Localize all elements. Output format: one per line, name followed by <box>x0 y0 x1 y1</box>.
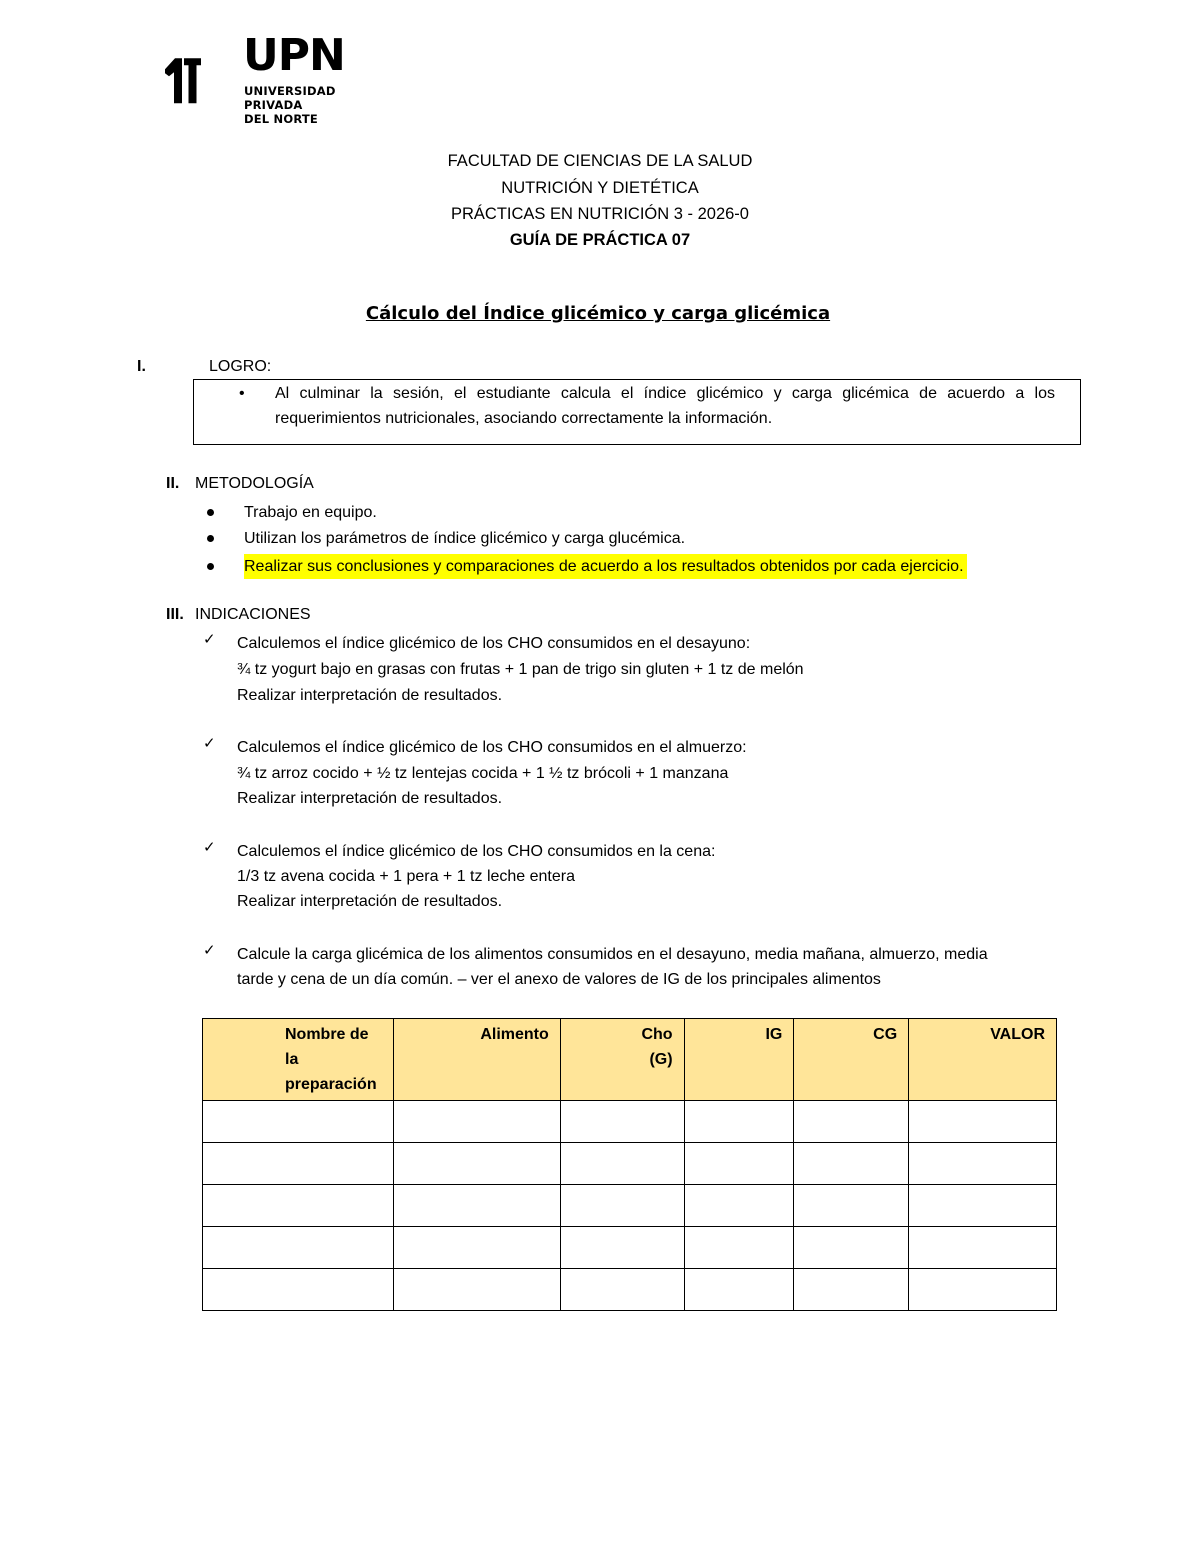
table-header-row <box>203 1019 1057 1101</box>
header-ig-label: IG <box>765 1026 783 1043</box>
table-row <box>203 1101 1057 1143</box>
course-line: PRÁCTICAS EN NUTRICIÓN 3 - 2026-0 <box>451 205 749 223</box>
check-icon: ✓ <box>203 630 216 648</box>
table-cell[interactable] <box>684 1101 794 1143</box>
desayuno-instruction: Calculemos el índice glicémico de los CHO consumidos en el desayuno: <box>237 635 751 652</box>
table-cell[interactable] <box>394 1143 561 1185</box>
table-cell[interactable] <box>794 1227 909 1269</box>
table-row <box>203 1227 1057 1269</box>
table-cell[interactable] <box>684 1269 794 1311</box>
header-preparacion-word: preparación <box>285 1076 377 1093</box>
table-cell[interactable] <box>560 1101 684 1143</box>
table-cell[interactable] <box>203 1185 394 1227</box>
desayuno-interpretation: Realizar interpretación de resultados. <box>237 687 503 704</box>
table-cell[interactable] <box>203 1269 394 1311</box>
cena-interpretation: Realizar interpretación de resultados. <box>237 893 503 910</box>
header-alimento-label: Alimento <box>480 1026 549 1043</box>
section-3-number: III. <box>166 606 184 623</box>
table-cell[interactable] <box>684 1143 794 1185</box>
section-2-heading: METODOLOGÍA <box>195 475 314 492</box>
header-cho-unit: (G) <box>649 1051 673 1068</box>
almuerzo-instruction: Calculemos el índice glicémico de los CHO consumidos en el almuerzo: <box>237 739 747 756</box>
header-valor <box>909 1019 1057 1101</box>
table-cell[interactable] <box>794 1269 909 1311</box>
table-cell[interactable] <box>394 1269 561 1311</box>
table-cell[interactable] <box>909 1143 1057 1185</box>
section-2-number: II. <box>166 475 180 492</box>
metodologia-item-2: Utilizan los parámetros de índice glicémico y carga glucémica. <box>244 530 686 547</box>
metodologia-item-1: Trabajo en equipo. <box>244 504 377 521</box>
table-cell[interactable] <box>560 1143 684 1185</box>
logro-text-line-1: Al culminar la sesión, el estudiante calcula el índice glicémico y carga glicémica de acuerdo a los <box>275 385 1055 402</box>
table-cell[interactable] <box>203 1143 394 1185</box>
check-icon: ✓ <box>203 734 216 752</box>
header-la-word: la <box>285 1051 299 1068</box>
section-3-heading: INDICACIONES <box>195 606 311 623</box>
table-cell[interactable] <box>560 1227 684 1269</box>
header-nombre-word: Nombre de <box>285 1026 369 1043</box>
header-ig <box>684 1019 794 1101</box>
upn-logo-mark <box>165 36 245 128</box>
header-cho-label: Cho <box>641 1026 673 1043</box>
cena-instruction: Calculemos el índice glicémico de los CHO consumidos en la cena: <box>237 843 716 860</box>
logo-wordmark: UPN <box>243 30 345 81</box>
table-cell[interactable] <box>794 1101 909 1143</box>
table-cell[interactable] <box>394 1185 561 1227</box>
cena-foods: 1/3 tz avena cocida + 1 pera + 1 tz leche entera <box>237 868 575 885</box>
header-cg-label: CG <box>873 1026 898 1043</box>
table-cell[interactable] <box>794 1185 909 1227</box>
table-cell[interactable] <box>909 1269 1057 1311</box>
table-row <box>203 1143 1057 1185</box>
logo-line-1: UNIVERSIDAD <box>244 84 336 98</box>
bullet-icon <box>207 563 214 570</box>
table-cell[interactable] <box>909 1227 1057 1269</box>
section-1-heading: LOGRO: <box>209 358 272 375</box>
check-icon: ✓ <box>203 838 216 856</box>
header-cg <box>794 1019 909 1101</box>
career-line: NUTRICIÓN Y DIETÉTICA <box>501 179 699 197</box>
guide-line: GUÍA DE PRÁCTICA 07 <box>509 231 691 249</box>
table-cell[interactable] <box>203 1227 394 1269</box>
almuerzo-foods: ¾ tz arroz cocido + ½ tz lentejas cocida + 1 ½ tz brócoli + 1 manzana <box>237 765 729 782</box>
header-nombre-preparacion <box>203 1019 394 1101</box>
logo-line-2: PRIVADA <box>244 98 303 112</box>
table-cell[interactable] <box>794 1143 909 1185</box>
table-cell[interactable] <box>203 1101 394 1143</box>
bullet-icon <box>207 535 214 542</box>
desayuno-foods: ¾ tz yogurt bajo en grasas con frutas + 1 pan de trigo sin gluten + 1 tz de melón <box>237 661 804 678</box>
table-cell[interactable] <box>909 1185 1057 1227</box>
header-valor-label: VALOR <box>990 1026 1045 1043</box>
table-cell[interactable] <box>909 1101 1057 1143</box>
table-cell[interactable] <box>394 1101 561 1143</box>
header-alimento <box>394 1019 561 1101</box>
almuerzo-interpretation: Realizar interpretación de resultados. <box>237 790 503 807</box>
carga-instruction-line-1: Calcule la carga glicémica de los alimentos consumidos en el desayuno, media mañana, almuerzo, media <box>237 946 988 963</box>
check-icon: ✓ <box>203 941 216 959</box>
table-row <box>203 1185 1057 1227</box>
table-cell[interactable] <box>394 1227 561 1269</box>
table-cell[interactable] <box>560 1269 684 1311</box>
table-cell[interactable] <box>560 1185 684 1227</box>
metodologia-item-3: Realizar sus conclusiones y comparaciones de acuerdo a los resultados obtenidos por cada ejercicio. <box>244 554 967 579</box>
logro-bullet: • <box>239 385 245 402</box>
logo-line-3: DEL NORTE <box>244 112 318 126</box>
faculty-line: FACULTAD DE CIENCIAS DE LA SALUD <box>447 152 753 170</box>
section-1-number: I. <box>137 358 146 375</box>
logro-text-line-2: requerimientos nutricionales, asociando correctamente la información. <box>275 410 773 427</box>
table-cell[interactable] <box>684 1185 794 1227</box>
document-title: Cálculo del Índice glicémico y carga glicémica <box>365 303 831 324</box>
carga-instruction-line-2: tarde y cena de un día común. – ver el anexo de valores de IG de los principales alimentos <box>237 971 881 988</box>
carga-glicemica-table <box>202 1018 1057 1311</box>
bullet-icon <box>207 509 214 516</box>
header-cho <box>560 1019 684 1101</box>
table-row <box>203 1269 1057 1311</box>
table-cell[interactable] <box>684 1227 794 1269</box>
